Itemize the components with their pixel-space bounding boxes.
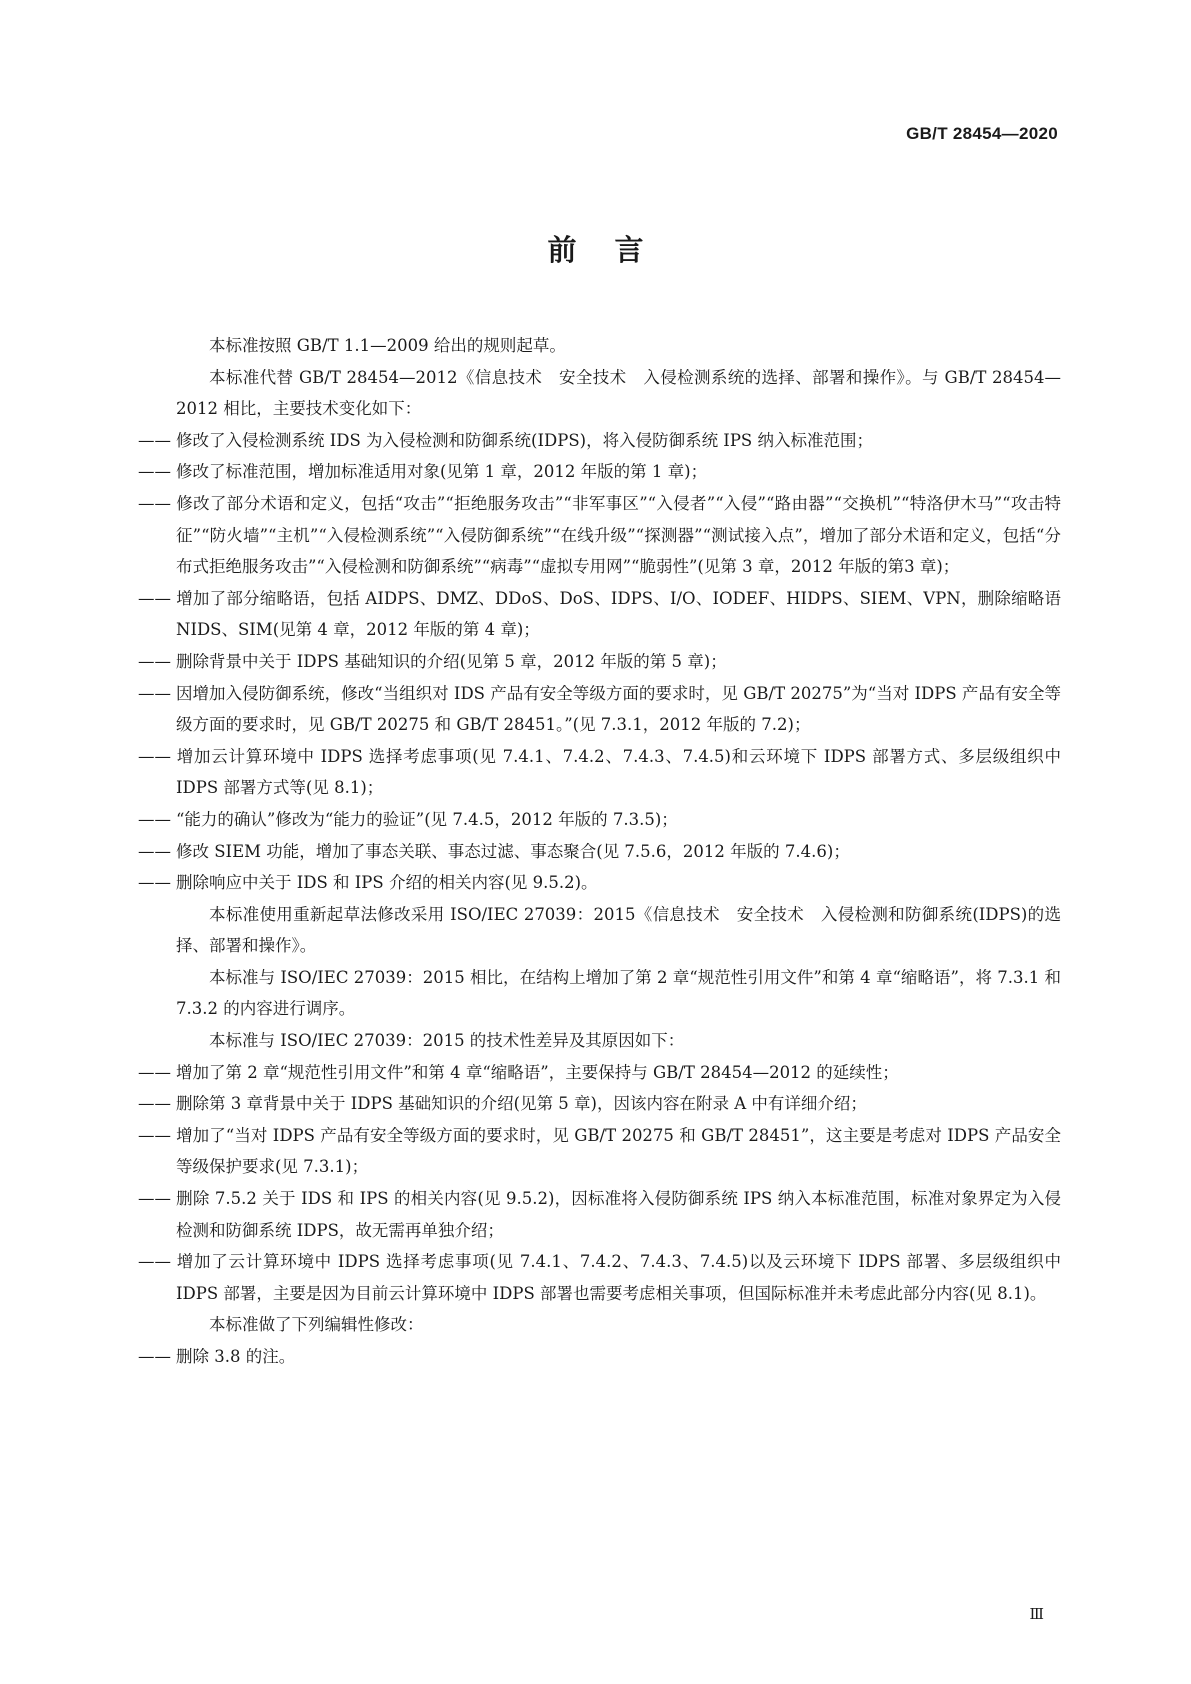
- dash-marker: ——: [138, 683, 171, 703]
- dash-marker: ——: [138, 651, 171, 671]
- list-item: —— 修改了标准范围，增加标准适用对象(见第 1 章，2012 年版的第 1 章)；: [176, 456, 1061, 488]
- list-item: —— 删除背景中关于 IDPS 基础知识的介绍(见第 5 章，2012 年版的第 5 章)；: [176, 646, 1061, 678]
- dash-marker: ——: [138, 1347, 171, 1366]
- paragraph: 本标准使用重新起草法修改采用 ISO/IEC 27039：2015《信息技术 安全技术 入侵检测和防御系统(IDPS)的选择、部署和操作》。: [176, 904, 1061, 956]
- dash-marker: ——: [138, 1252, 171, 1272]
- dash-marker: ——: [138, 493, 171, 513]
- list-item: —— 增加云计算环境中 IDPS 选择考虑事项(见 7.4.1、7.4.2、7.4.3、7.4.5)和云环境下 IDPS 部署方式、多层级组织中 IDPS 部署方式等(见 8.1)；: [176, 741, 1061, 804]
- list-item: —— 修改了入侵检测系统 IDS 为入侵检测和防御系统(IDPS)，将入侵防御系统 IPS 纳入标准范围；: [176, 425, 1061, 457]
- list-item: —— 因增加入侵防御系统，修改“当组织对 IDS 产品有安全等级方面的要求时，见 GB/T 20275”为“当对 IDPS 产品有安全等级方面的要求时，见 GB/T 20275 和 GB/T 28451。”(见 7.3.1，2012 年版的 7.2)；: [176, 678, 1061, 741]
- dash-marker: ——: [138, 809, 171, 829]
- dash-marker: ——: [138, 873, 171, 893]
- list-item: —— 删除 3.8 的注。: [176, 1341, 1061, 1373]
- dash-marker: ——: [138, 430, 171, 450]
- list-item: —— 删除响应中关于 IDS 和 IPS 介绍的相关内容(见 9.5.2)。: [176, 867, 1061, 899]
- dash-marker: ——: [138, 1189, 171, 1209]
- paragraph: 本标准代替 GB/T 28454—2012《信息技术 安全技术 入侵检测系统的选择、部署和操作》。与 GB/T 28454—2012 相比，主要技术变化如下：: [176, 367, 1061, 419]
- paragraph: 本标准按照 GB/T 1.1—2009 给出的规则起草。: [209, 336, 566, 355]
- list-item: —— 删除 7.5.2 关于 IDS 和 IPS 的相关内容(见 9.5.2)，因标准将入侵防御系统 IPS 纳入本标准范围，标准对象界定为入侵检测和防御系统 IDPS，故无需再单独介绍；: [176, 1183, 1061, 1246]
- list-item: —— 增加了“当对 IDPS 产品有安全等级方面的要求时，见 GB/T 20275 和 GB/T 28451”，这主要是考虑对 IDPS 产品安全等级保护要求(见 7.3.1)；: [176, 1120, 1061, 1183]
- list-item: —— 增加了部分缩略语，包括 AIDPS、DMZ、DDoS、DoS、IDPS、I/O、IODEF、HIDPS、SIEM、VPN，删除缩略语 NIDS、SIM(见第 4 章，2012 年版的第 4 章)；: [176, 583, 1061, 646]
- dash-marker: ——: [138, 841, 171, 861]
- dash-marker: ——: [138, 462, 171, 482]
- list-item: —— 增加了云计算环境中 IDPS 选择考虑事项(见 7.4.1、7.4.2、7.4.3、7.4.5)以及云环境下 IDPS 部署、多层级组织中 IDPS 部署，主要是因为目前云计算环境中 IDPS 部署也需要考虑相关事项，但国际标准并未考虑此部分内容(见 8.1)。: [176, 1246, 1061, 1309]
- dash-marker: ——: [138, 1062, 171, 1082]
- page-title: 前言: [547, 233, 682, 267]
- standard-number: GB/T 28454—2020: [906, 124, 1058, 143]
- paragraph: 本标准与 ISO/IEC 27039：2015 相比，在结构上增加了第 2 章“规范性引用文件”和第 4 章“缩略语”，将 7.3.1 和 7.3.2 的内容进行调序。: [176, 967, 1061, 1019]
- dash-marker: ——: [138, 746, 171, 766]
- document-body: [138, 330, 1061, 1373]
- dash-marker: ——: [138, 1094, 171, 1114]
- list-item: —— 增加了第 2 章“规范性引用文件”和第 4 章“缩略语”，主要保持与 GB/T 28454—2012 的延续性；: [176, 1057, 1061, 1089]
- paragraph: 本标准与 ISO/IEC 27039：2015 的技术性差异及其原因如下：: [209, 1031, 685, 1051]
- dash-marker: ——: [138, 588, 171, 608]
- paragraph: 本标准做了下列编辑性修改：: [209, 1315, 424, 1335]
- list-item: —— 修改 SIEM 功能，增加了事态关联、事态过滤、事态聚合(见 7.5.6，2012 年版的 7.4.6)；: [176, 836, 1061, 868]
- list-item: —— “能力的确认”修改为“能力的验证”(见 7.4.5，2012 年版的 7.3.5)；: [176, 804, 1061, 836]
- list-item: —— 删除第 3 章背景中关于 IDPS 基础知识的介绍(见第 5 章)，因该内容在附录 A 中有详细介绍；: [176, 1088, 1061, 1120]
- list-item: —— 修改了部分术语和定义，包括“攻击”“拒绝服务攻击”“非军事区”“入侵者”“入侵”“路由器”“交换机”“特洛伊木马”“攻击特征”“防火墙”“主机”“入侵检测系统”“入侵防御系统”“在线升级”“探测器”“测试接入点”，增加了部分术语和定义，包括“分布式拒绝服务攻击”“入侵检测和防御系统”“病毒”“虚拟专用网”“脆弱性”(见第 3 章，2012 年版的第3 章)；: [176, 488, 1061, 583]
- page-number: Ⅲ: [1029, 1605, 1044, 1623]
- dash-marker: ——: [138, 1125, 171, 1145]
